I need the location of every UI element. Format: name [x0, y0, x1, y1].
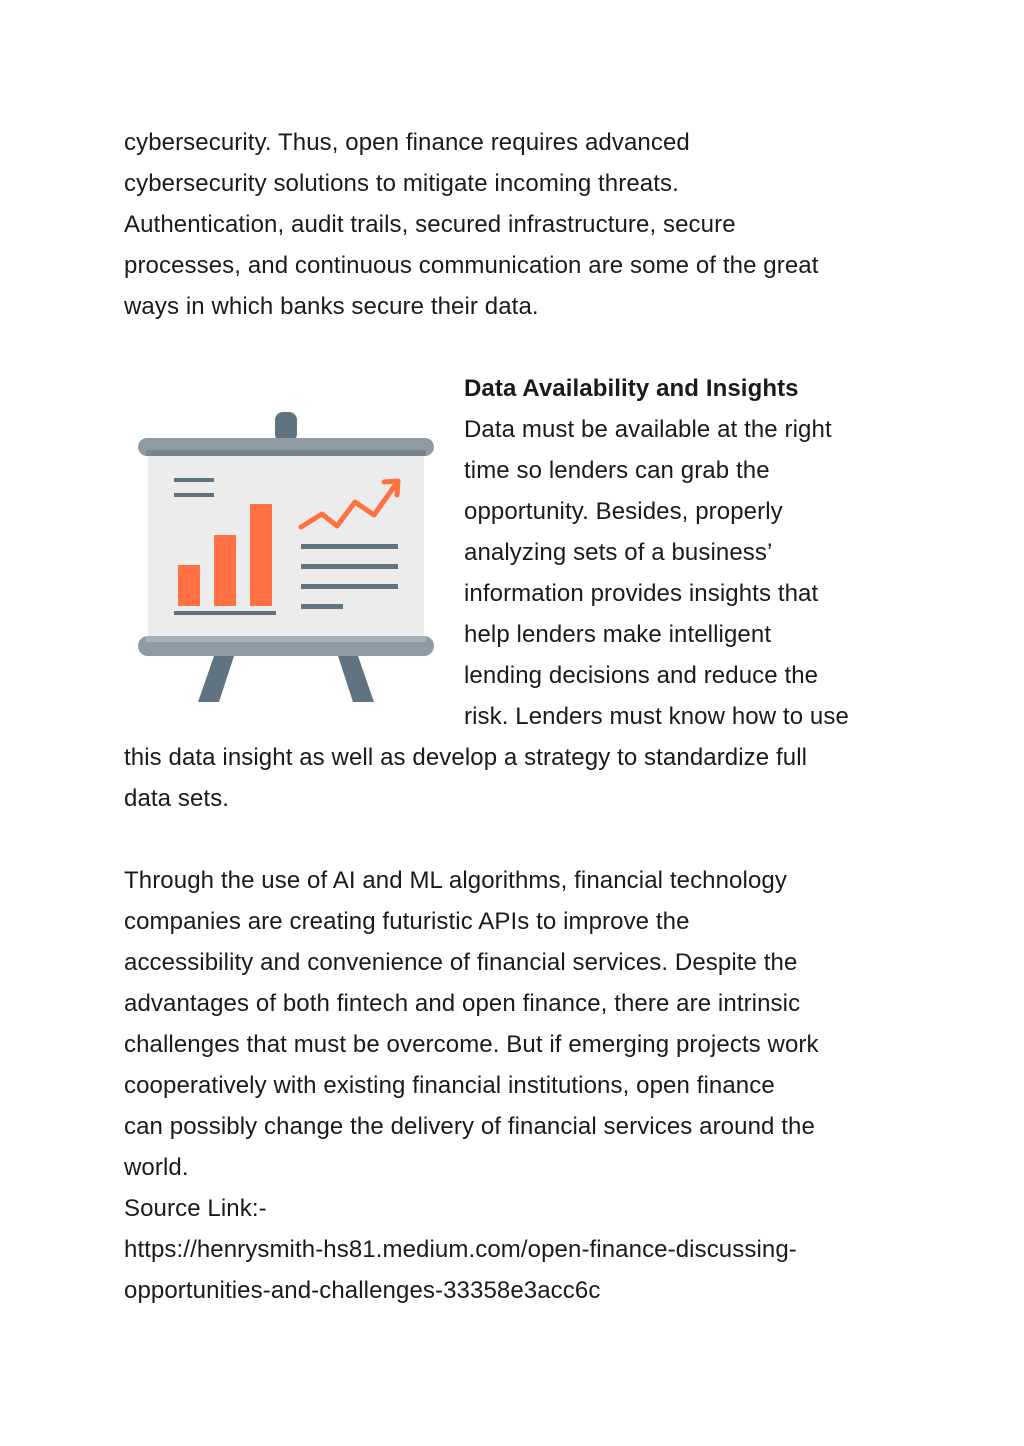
paragraph-line: challenges that must be overcome. But if emerging projects work	[124, 1031, 819, 1058]
section-heading: Data Availability and Insights	[464, 375, 799, 402]
paragraph-line: cybersecurity. Thus, open finance requires advanced	[124, 129, 690, 156]
source-link[interactable]: https://henrysmith-hs81.medium.com/open-finance-discussing-	[124, 1236, 797, 1263]
chart-baseline	[174, 611, 276, 615]
chart-bar	[214, 535, 236, 606]
paragraph-line: this data insight as well as develop a strategy to standardize full	[124, 744, 808, 771]
paragraph-line: analyzing sets of a business’	[464, 539, 773, 566]
paragraph-line: world.	[124, 1154, 189, 1181]
paragraph-line: can possibly change the delivery of financial services around the	[124, 1113, 815, 1140]
presentation-board-chart-icon	[136, 408, 436, 708]
paragraph-line: processes, and continuous communication are some of the great	[124, 252, 819, 279]
paragraph-line: risk. Lenders must know how to use	[464, 703, 849, 730]
paragraph-line: information provides insights that	[464, 580, 819, 607]
easel-leg	[338, 656, 374, 702]
chart-bar	[178, 565, 200, 606]
paragraph-line: data sets.	[124, 785, 230, 812]
source-link[interactable]: opportunities-and-challenges-33358e3acc6c	[124, 1277, 601, 1304]
paragraph-line: ways in which banks secure their data.	[124, 293, 539, 320]
paragraph-line: time so lenders can grab the	[464, 457, 770, 484]
paragraph-line: accessibility and convenience of financial services. Despite the	[124, 949, 798, 976]
paragraph-line: help lenders make intelligent	[464, 621, 772, 648]
paragraph-line: lending decisions and reduce the	[464, 662, 819, 689]
paragraph-line: Through the use of AI and ML algorithms, financial technology	[124, 867, 787, 894]
board-knob	[275, 412, 297, 442]
source-label: Source Link:-	[124, 1195, 267, 1222]
paragraph-line: Data must be available at the right	[464, 416, 832, 443]
paragraph-line: companies are creating futuristic APIs to improve the	[124, 908, 690, 935]
chart-bar	[250, 504, 272, 606]
paragraph-line: advantages of both fintech and open finance, there are intrinsic	[124, 990, 801, 1017]
paragraph-line: cybersecurity solutions to mitigate incoming threats.	[124, 170, 679, 197]
paragraph-line: opportunity. Besides, properly	[464, 498, 783, 525]
paragraph-line: Authentication, audit trails, secured infrastructure, secure	[124, 211, 736, 238]
paragraph-line: cooperatively with existing financial institutions, open finance	[124, 1072, 775, 1099]
easel-leg	[198, 656, 234, 702]
